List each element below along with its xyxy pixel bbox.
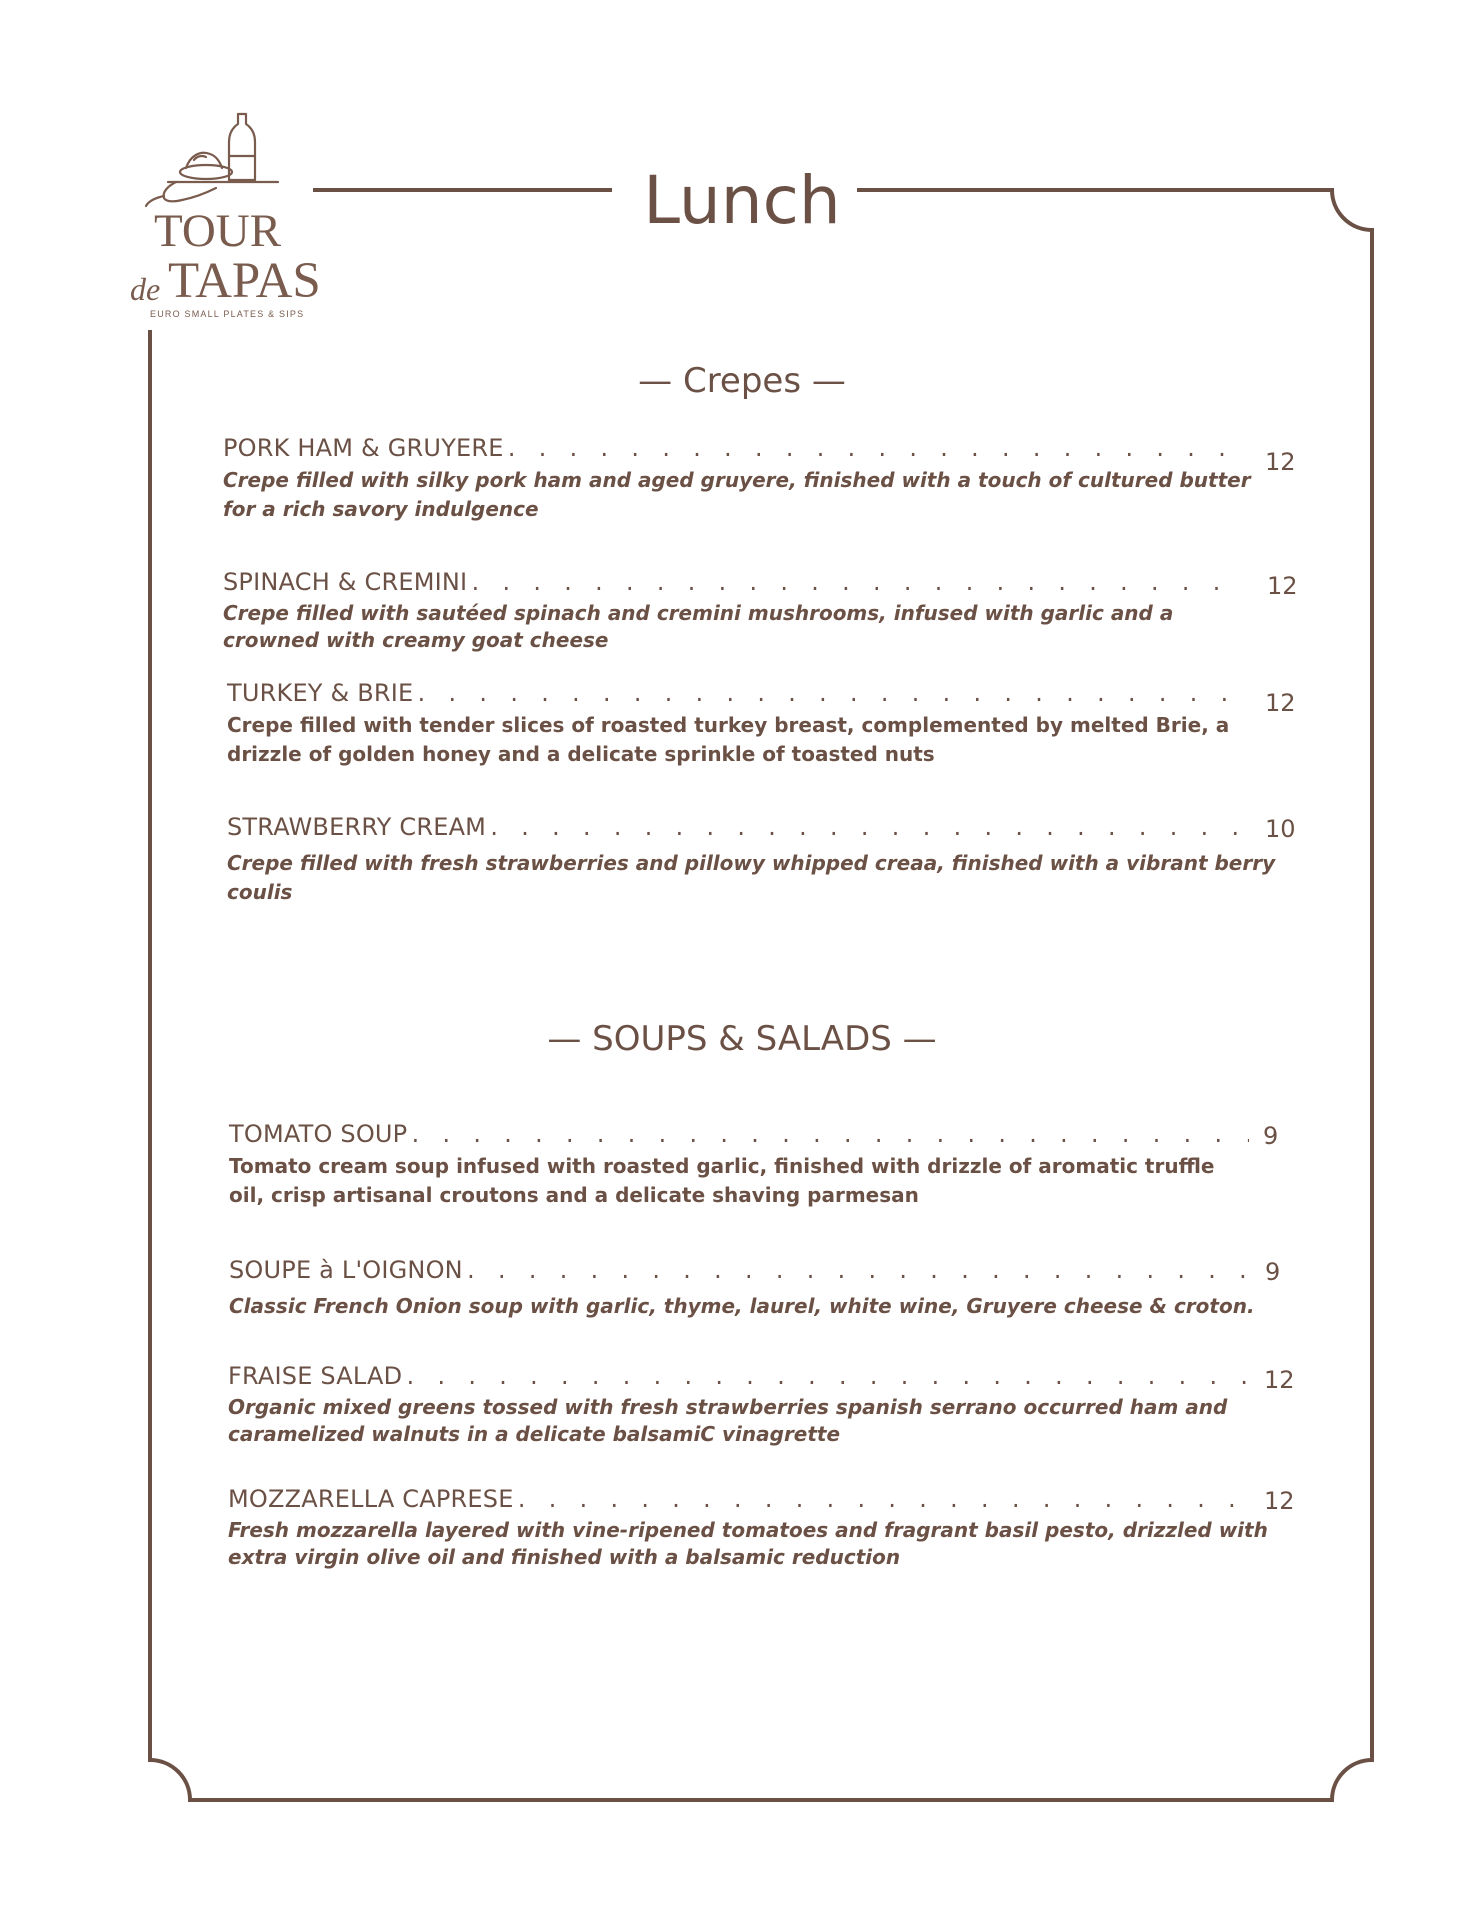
item-description: Crepe filled with tender slices of roasted turkey breast, complemented by melted Brie, a drizzle of golden honey and a delicate sprinkle of toasted nuts: [227, 713, 1230, 766]
logo-text-tapas: TAPAS: [168, 253, 321, 309]
menu-item: [229, 1258, 1309, 1321]
menu-item: [228, 1487, 1308, 1571]
menu-item: [227, 681, 1307, 769]
item-name: MOZZARELLA CAPRESE: [228, 1485, 514, 1513]
menu-item: [223, 436, 1303, 524]
section-heading-crepes: — Crepes —: [638, 361, 846, 401]
logo-text-de: de: [130, 271, 161, 307]
item-description: Crepe filled with sautéed spinach and cremini mushrooms, infused with garlic and a crowned with creamy goat cheese: [223, 601, 1174, 652]
item-name: TURKEY & BRIE: [227, 679, 414, 707]
item-price: 10: [1265, 815, 1296, 843]
leader-dots: [506, 439, 1243, 459]
page-title: Lunch: [643, 162, 841, 239]
item-name: SOUPE à L'OIGNON: [229, 1256, 463, 1284]
item-name: PORK HAM & GRUYERE: [223, 434, 504, 462]
menu-item: [223, 570, 1303, 654]
item-description: Crepe filled with silky pork ham and aged gruyere, finished with a touch of cultured butter for a rich savory indulgence: [223, 468, 1251, 521]
menu-item: [229, 1122, 1309, 1210]
leader-dots: [488, 818, 1252, 838]
item-price: 9: [1263, 1122, 1279, 1150]
leader-dots: [465, 1261, 1249, 1281]
item-price: 12: [1265, 689, 1296, 717]
item-name: SPINACH & CREMINI: [223, 568, 468, 596]
leader-dots: [469, 573, 1238, 593]
menu-item: [227, 815, 1307, 907]
leader-dots: [409, 1125, 1249, 1145]
item-description: Classic French Onion soup with garlic, thyme, laurel, white wine, Gruyere cheese & croton.: [229, 1294, 1255, 1318]
section-heading-soups-salads: — SOUPS & SALADS —: [547, 1019, 937, 1059]
item-description: Crepe filled with fresh strawberries and pillowy whipped creaa, finished with a vibrant berry coulis: [227, 851, 1276, 904]
item-description: Fresh mozzarella layered with vine-ripened tomatoes and fragrant basil pesto, drizzled with extra virgin olive oil and finished with a balsamic reduction: [228, 1518, 1268, 1569]
leader-dots: [415, 684, 1245, 704]
item-name: STRAWBERRY CREAM: [227, 813, 487, 841]
item-price: 12: [1267, 572, 1298, 600]
logo-text-tour: TOUR: [154, 205, 282, 257]
leader-dots: [516, 1490, 1254, 1510]
leader-dots: [404, 1367, 1248, 1387]
logo-tagline: EURO SMALL PLATES & SIPS: [150, 309, 305, 319]
item-price: 12: [1264, 1487, 1295, 1515]
item-name: FRAISE SALAD: [228, 1362, 403, 1390]
item-description: Organic mixed greens tossed with fresh strawberries spanish serrano occurred ham and caramelized walnuts in a delicate balsamiC vinagrette: [228, 1395, 1228, 1446]
item-name: TOMATO SOUP: [229, 1120, 408, 1148]
item-price: 12: [1265, 448, 1296, 476]
item-price: 9: [1265, 1258, 1281, 1286]
menu-item: [228, 1364, 1308, 1448]
item-description: Tomato cream soup infused with roasted garlic, finished with drizzle of aromatic truffle oil, crisp artisanal croutons and a delicate shaving parmesan: [229, 1154, 1215, 1207]
item-price: 12: [1264, 1366, 1295, 1394]
